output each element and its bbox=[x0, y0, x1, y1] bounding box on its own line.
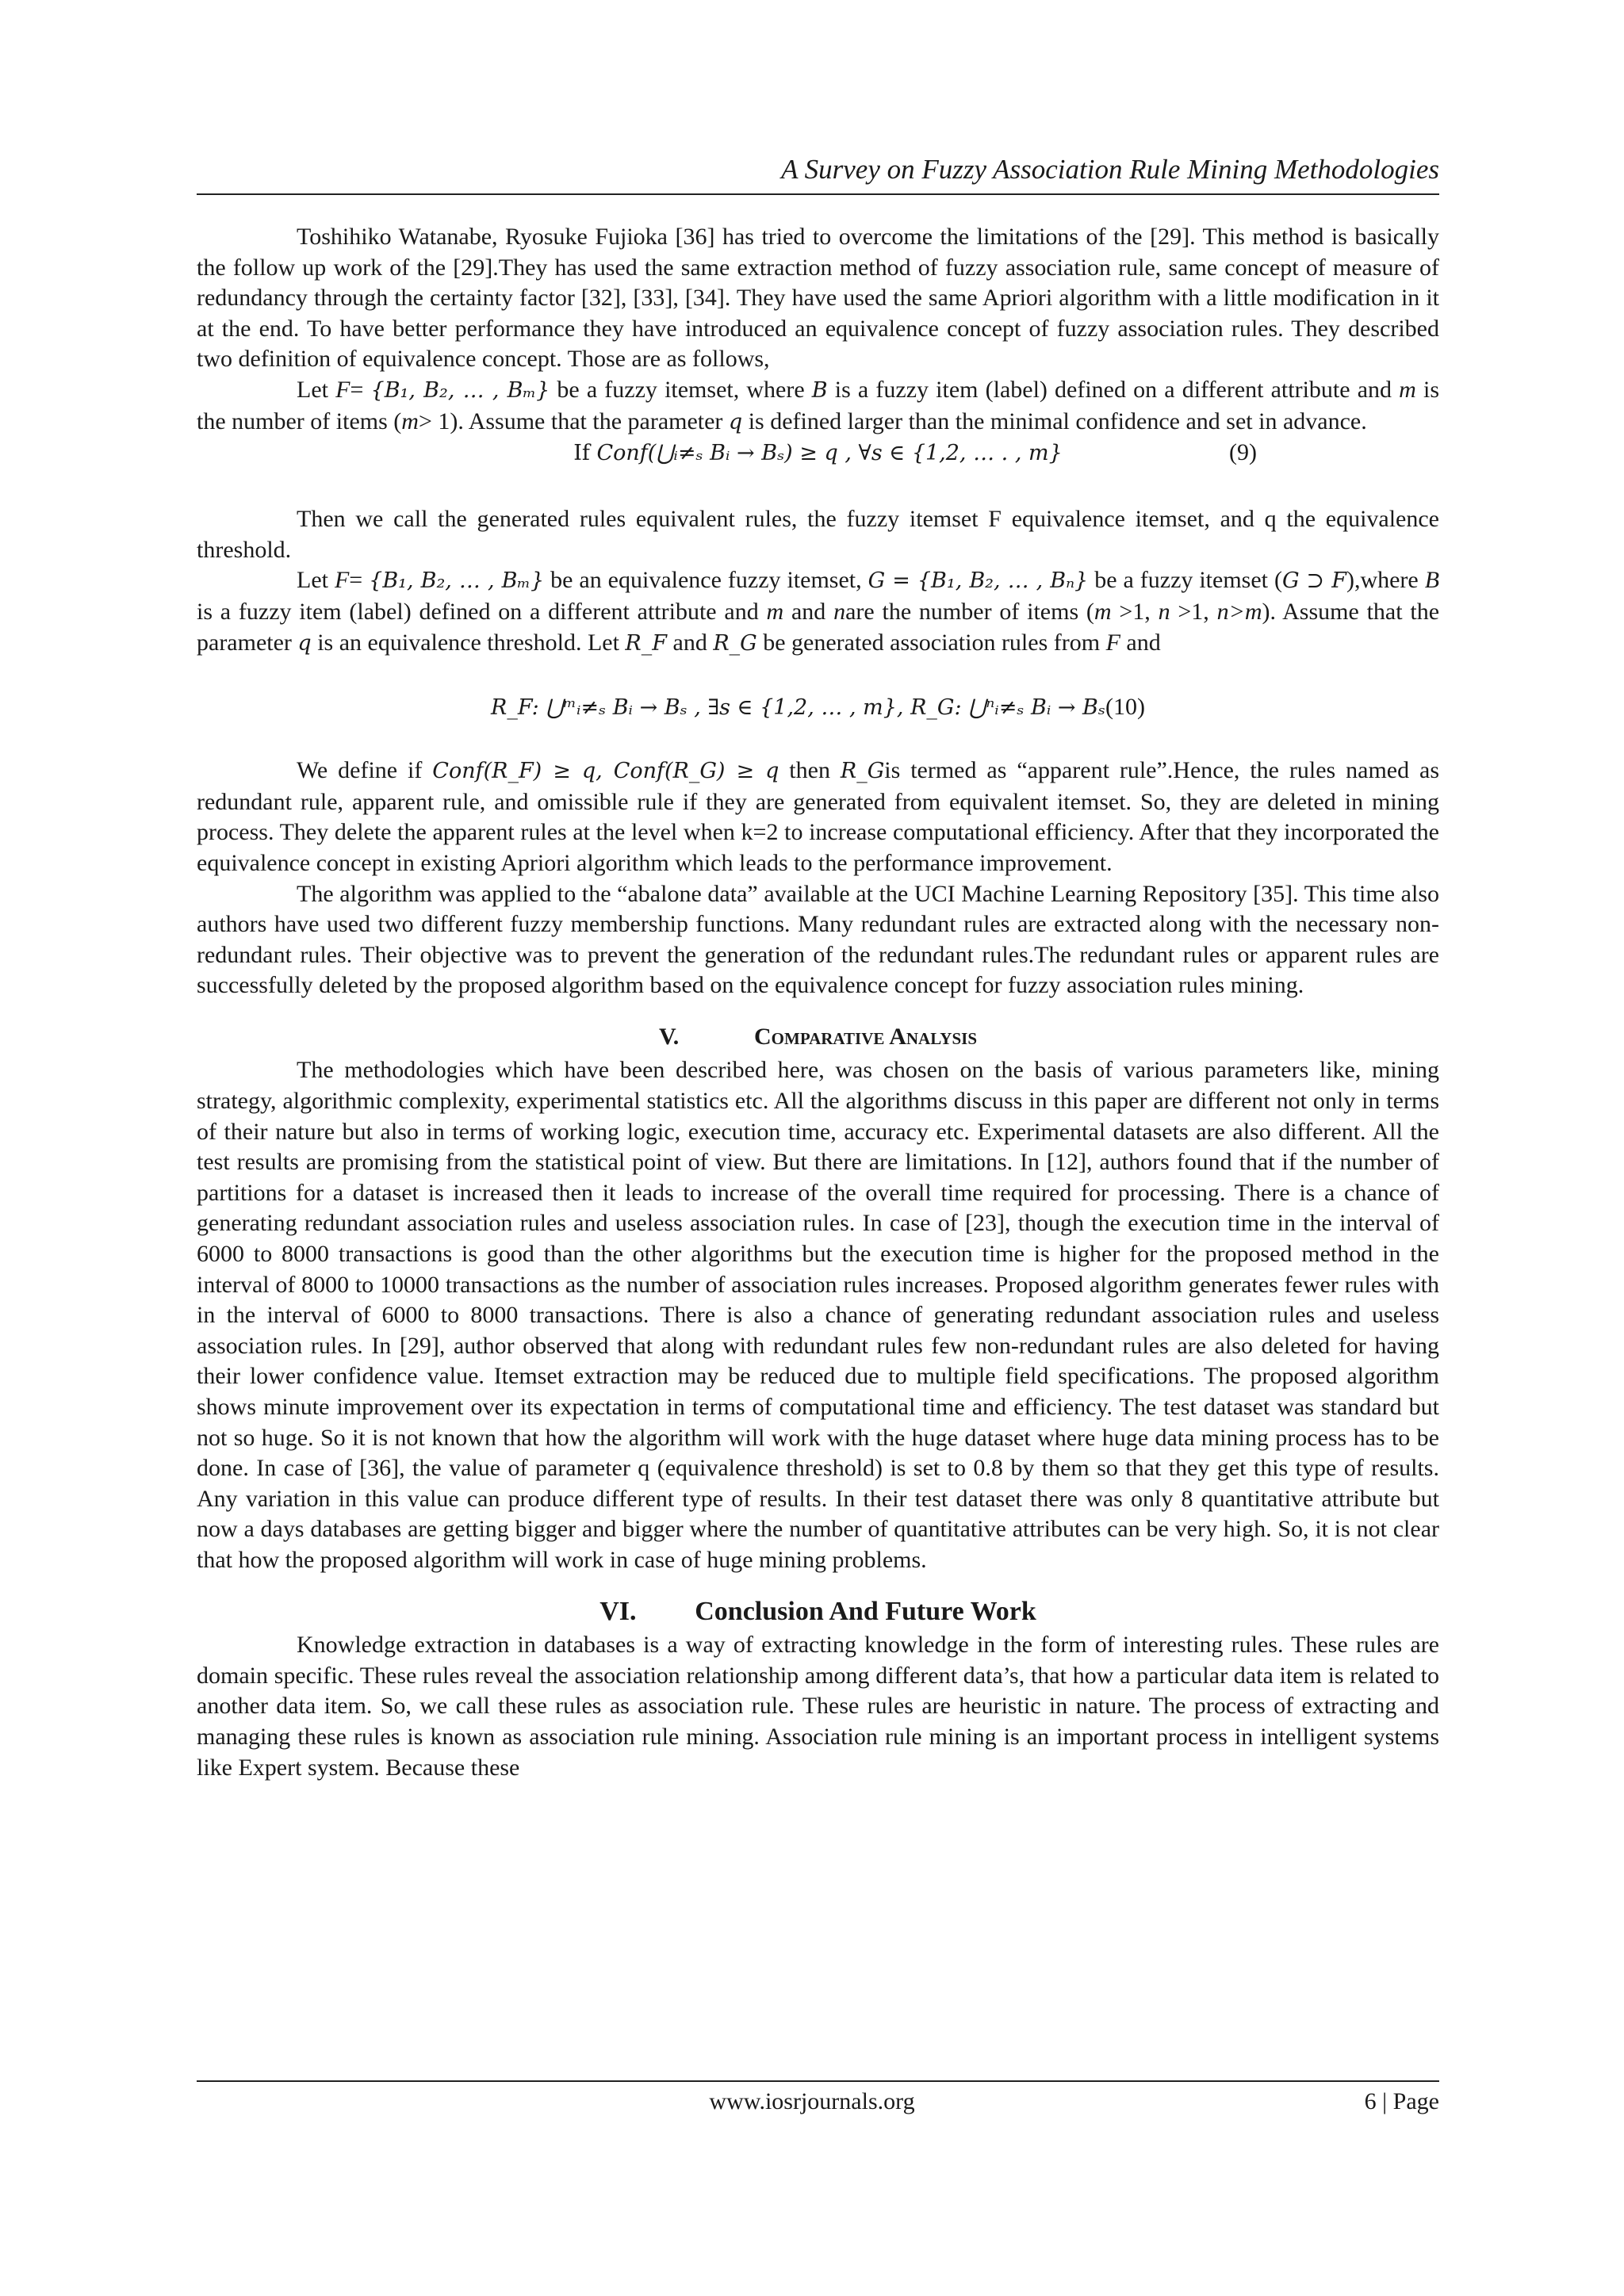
paragraph-definition-1: Let F= {B₁, B₂, … , Bₘ} be a fuzzy itemset, where B is a fuzzy item (label) defined on a different attribute and m is the number of items (m> 1). Assume that the parameter q is defined larger than the minimal confidence and set in advance. bbox=[197, 376, 1439, 434]
body-text bbox=[197, 222, 1439, 1783]
paragraph-apparent-rule: We define if Conf(R_F) ≥ q, Conf(R_G) ≥ q then R_Gis termed as “apparent rule”.Hence, the rules named as redundant rule, apparent rule, and omissible rule if they are generated from equivalent itemset. So, they are deleted in mining process. They delete the apparent rules at the level when k=2 to increase computational efficiency. After that they incorporated the equivalence concept in existing Apriori algorithm which leads to the performance improvement. bbox=[197, 757, 1440, 876]
section-heading-comparative-analysis: V. Comparative Analysis bbox=[659, 1023, 977, 1050]
paragraph-definition-2: Let F= {B₁, B₂, … , Bₘ} be an equivalence fuzzy itemset, G = {B₁, B₂, … , Bₙ} be a fuzzy itemset (G ⊃ F),where B is a fuzzy item (label) defined on a different attribute and m and nare the number of items (m >1, n >1, n>m). Assume that the parameter q is an equivalence threshold. Let R_F and R_G be generated association rules from F and bbox=[197, 567, 1440, 656]
paragraph-abalone: The algorithm was applied to the “abalone data” available at the UCI Machine Learning Repository [35]. This time also authors have used two different fuzzy membership functions. Many redundant rules are extracted along with the necessary non-redundant rules. Their objective was to prevent the generation of the redundant rules.The redundant rules or apparent rules are successfully deleted by the proposed algorithm based on the equivalence concept for fuzzy association rules mining. bbox=[197, 880, 1439, 999]
section-heading-conclusion: VI. Conclusion And Future Work bbox=[599, 1596, 1036, 1626]
equation-10 bbox=[197, 692, 1439, 727]
footer-url: www.iosrjournals.org bbox=[709, 2088, 915, 2114]
header-rule bbox=[197, 193, 1439, 195]
paragraph-equivalent-rules: Then we call the generated rules equivalent rules, the fuzzy itemset F equivalence itemset, and q the equivalence threshold. bbox=[197, 506, 1439, 563]
running-title: A Survey on Fuzzy Association Rule Mining Methodologies bbox=[781, 154, 1439, 185]
equation-10-body: R_F: ⋃ᵐᵢ≠ₛ Bᵢ → Bₛ , ∃s ∈ {1,2, … , m}, R_G: ⋃ⁿᵢ≠ₛ Bᵢ → Bₛ(10) bbox=[491, 694, 1145, 721]
equation-9 bbox=[197, 438, 1439, 473]
footer-rule bbox=[197, 2080, 1439, 2082]
equation-9-body: If Conf(⋃ᵢ≠ₛ Bᵢ → Bₛ) ≥ q , ∀s ∈ {1,2, … . , m} bbox=[573, 441, 1063, 466]
paragraph-comparative-analysis: The methodologies which have been described here, was chosen on the basis of various parameters like, mining strategy, algorithmic complexity, experimental statistics etc. All the algorithms discuss in this paper are different not only in terms of their nature but also in terms of working logic, execution time, accuracy etc. Experimental datasets are also different. All the test results are promising from the statistical point of view. But there are limitations. In [12], authors found that if the number of partitions for a dataset is increased then it leads to increase of the overall time required for processing. There is a chance of generating redundant association rules and useless association rules. In case of [23], though the execution time in the interval of 6000 to 8000 transactions is good than the other algorithms but the execution time is higher for the proposed method in the interval of 8000 to 10000 transactions as the number of association rules increases. Proposed algorithm generates fewer rules with in the interval of 6000 to 8000 transactions. There is also a chance of generating redundant association rules and useless association rules. In [29], author observed that along with redundant rules few non-redundant rules are also deleted for having their lower confidence value. Itemset extraction may be reduced due to multiple field specifications. The proposed algorithm shows minute improvement over its expectation in terms of computational time and efficiency. The test dataset was standard but not so huge. So it is not known that how the algorithm will work with the huge dataset where huge data mining process has to be done. In case of [36], the value of parameter q (equivalence threshold) is set to 0.8 by them so that they get this type of results. Any variation in this value can produce different type of results. In their test dataset there was only 8 quantitative attribute but now a days databases are getting bigger and bigger where the number of quantitative attributes can be very high. So, it is not clear that how the proposed algorithm will work in case of huge mining problems. bbox=[197, 1057, 1439, 1573]
paragraph-conclusion: Knowledge extraction in databases is a way of extracting knowledge in the form of interesting rules. These rules are domain specific. These rules reveal the association relationship among different data’s, that how a particular data item is related to another data item. So, we call these rules as association rule. These rules are heuristic in nature. The process of extracting and managing these rules is known as association rule mining. Association rule mining is an important process in intelligent systems like Expert system. Because these bbox=[197, 1632, 1439, 1781]
equation-9-number: (9) bbox=[1229, 439, 1257, 466]
footer-page-number: 6 | Page bbox=[1364, 2088, 1439, 2114]
paragraph-watanabe: Toshihiko Watanabe, Ryosuke Fujioka [36] has tried to overcome the limitations of the [29]. This method is basically the follow up work of the [29].They has used the same extraction method of fuzzy association rule, same concept of measure of redundancy through the certainty factor [32], [33], [34]. They have used the same Apriori algorithm with a little modification in it at the end. To have better performance they have introduced an equivalence concept of fuzzy association rules. They described two definition of equivalence concept. Those are as follows, bbox=[197, 224, 1439, 373]
